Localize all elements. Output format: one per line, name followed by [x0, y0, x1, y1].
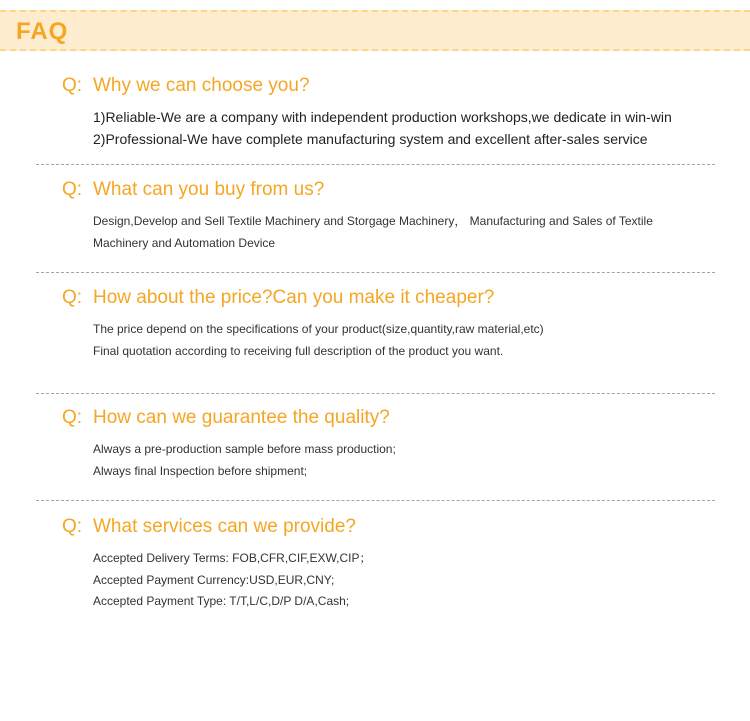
answer-line: Machinery and Automation Device [93, 235, 276, 250]
answer-line: The price depend on the specifications of your product(size,quantity,raw material,etc) [93, 322, 544, 336]
faq-header [0, 10, 750, 51]
section-divider [36, 272, 715, 273]
answer-line: Final quotation according to receiving full description of the product you want. [93, 343, 504, 358]
answer-line: Accepted Payment Currency:USD,EUR,CNY; [93, 572, 335, 587]
question-text: How about the price?Can you make it cheaper? [93, 287, 495, 308]
answer-line: Always final Inspection before shipment; [93, 463, 308, 478]
question-prefix: Q: [62, 75, 83, 96]
answer-line: Accepted Payment Type: T/T,L/C,D/P D/A,Cash; [93, 594, 350, 608]
faq-item-price [62, 285, 722, 362]
faq-answer [93, 439, 722, 482]
faq-question [62, 514, 722, 540]
section-divider [36, 393, 715, 394]
question-text: What can you buy from us? [93, 179, 325, 200]
answer-line: 1)Reliable-We are a company with independent production workshops,we dedicate in win-win [93, 109, 672, 125]
section-divider [36, 164, 715, 165]
faq-question [62, 285, 722, 311]
faq-answer [93, 319, 722, 362]
faq-answer [93, 211, 722, 254]
question-prefix: Q: [62, 516, 83, 537]
question-text: Why we can choose you? [93, 75, 310, 96]
answer-line: Design,Develop and Sell Textile Machinery and Storgage Machinery， Manufacturing and Sales of Textile [93, 214, 653, 228]
faq-item-why-choose-us [62, 73, 722, 150]
faq-item-quality [62, 405, 722, 482]
faq-answer [93, 548, 722, 613]
question-prefix: Q: [62, 179, 83, 200]
section-divider [36, 500, 715, 501]
faq-item-what-to-buy [62, 177, 722, 254]
answer-line: Accepted Delivery Terms: FOB,CFR,CIF,EXW,CIP； [93, 551, 372, 565]
faq-question [62, 177, 722, 203]
answer-line: 2)Professional-We have complete manufacturing system and excellent after-sales service [93, 130, 648, 147]
faq-answer [93, 107, 722, 150]
question-prefix: Q: [62, 287, 83, 308]
answer-line: Always a pre-production sample before mass production; [93, 442, 396, 456]
faq-question [62, 405, 722, 431]
faq-item-services [62, 514, 722, 613]
faq-question [62, 73, 722, 99]
question-text: What services can we provide? [93, 516, 356, 537]
question-prefix: Q: [62, 407, 83, 428]
question-text: How can we guarantee the quality? [93, 407, 390, 428]
page-title: FAQ [16, 18, 69, 45]
